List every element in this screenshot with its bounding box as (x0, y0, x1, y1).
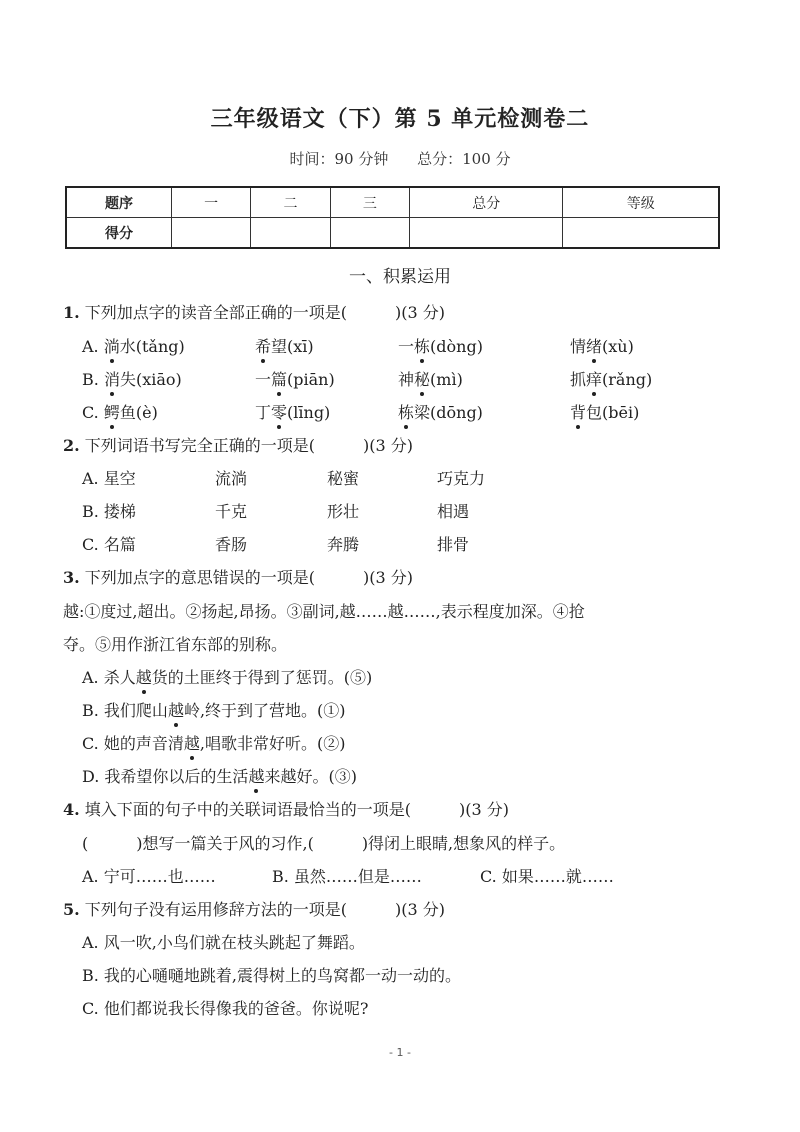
option-item: 排骨 (437, 535, 470, 554)
total-score: 总分：100 分 (417, 150, 511, 168)
question-3-definition-line-1: 越:①度过,超出。②扬起,昂扬。③副词,越……越……,表示程度加深。④抢 (63, 602, 585, 621)
option-item: 神秘(mì) (398, 370, 463, 389)
question-5-stem (63, 900, 445, 920)
option-item: 秘蜜 (327, 469, 360, 488)
option-item: 奔腾 (327, 535, 360, 554)
score-table-cell: 题序 (66, 187, 172, 218)
option-item: 背包(bēi) (570, 403, 640, 422)
option-item: B. 搂梯 (82, 502, 136, 521)
score-entry-cell[interactable] (563, 218, 719, 249)
option-item: 一篇(piān) (255, 370, 335, 389)
question-1-stem (63, 303, 445, 323)
option-item: 栋梁(dōng) (398, 403, 483, 422)
option-item: B. 我的心嗵嗵地跳着,震得树上的鸟窝都一动一动的。 (82, 966, 462, 985)
option-item: 相遇 (437, 502, 470, 521)
option-item: C. 他们都说我长得像我的爸爸。你说呢? (82, 999, 369, 1018)
option-item: A. 宁可……也…… (82, 867, 216, 886)
option-item: 流淌 (215, 469, 248, 488)
option-item: 形壮 (327, 502, 360, 521)
score-table-score-row (66, 218, 719, 249)
option-item: A. 风一吹,小鸟们就在枝头跳起了舞蹈。 (82, 933, 365, 952)
question-3-stem (63, 568, 413, 588)
option-item: 抓痒(rǎng) (570, 370, 653, 389)
score-entry-cell[interactable] (410, 218, 563, 249)
option-item: A. 星空 (82, 469, 136, 488)
page-number: - 1 - (389, 1046, 411, 1059)
option-item: C. 她的声音清越,唱歌非常好听。(②) (82, 734, 346, 753)
option-item: A. 淌水(tǎng) (82, 337, 185, 356)
score-table-cell: 一 (172, 187, 251, 218)
question-number: 3. (63, 568, 80, 587)
option-item: 巧克力 (437, 469, 486, 488)
score-table-header-row (66, 187, 719, 218)
question-text: 下列句子没有运用修辞方法的一项是( )(3 分) (84, 900, 446, 919)
question-2-stem (63, 436, 413, 456)
option-item: B. 我们爬山越岭,终于到了营地。(①) (82, 701, 346, 720)
option-item: B. 消失(xiāo) (82, 370, 182, 389)
score-entry-cell[interactable] (172, 218, 251, 249)
question-text: 下列词语书写完全正确的一项是( )(3 分) (84, 436, 414, 455)
option-item: 情绪(xù) (570, 337, 634, 356)
option-item: C. 名篇 (82, 535, 136, 554)
score-table (65, 186, 720, 249)
option-item: 一栋(dòng) (398, 337, 483, 356)
option-item: 千克 (215, 502, 248, 521)
question-number: 4. (63, 800, 80, 819)
question-number: 2. (63, 436, 80, 455)
score-entry-cell[interactable] (330, 218, 409, 249)
score-table-cell: 总分 (410, 187, 563, 218)
page-title: 三年级语文（下）第 5 单元检测卷二 (210, 106, 590, 132)
option-item: 希望(xī) (255, 337, 314, 356)
score-entry-cell[interactable] (251, 218, 330, 249)
option-item: 丁零(līng) (255, 403, 331, 422)
question-4-sentence: ( )想写一篇关于风的习作,( )得闭上眼睛,想象风的样子。 (82, 834, 566, 853)
option-item: C. 如果……就…… (480, 867, 614, 886)
section-title: 一、积累运用 (349, 267, 451, 287)
option-item: A. 杀人越货的土匪终于得到了惩罚。(⑤) (82, 668, 373, 687)
option-item: B. 虽然……但是…… (272, 867, 422, 886)
question-text: 填入下面的句子中的关联词语最恰当的一项是( )(3 分) (84, 800, 510, 819)
question-number: 1. (63, 303, 80, 322)
option-item: D. 我希望你以后的生活越来越好。(③) (82, 767, 357, 786)
question-4-stem (63, 800, 509, 820)
question-3-definition-line-2: 夺。⑤用作浙江省东部的别称。 (63, 635, 288, 654)
time-limit: 时间：90 分钟 (289, 150, 389, 168)
score-table-cell: 得分 (66, 218, 172, 249)
score-table-cell: 二 (251, 187, 330, 218)
option-item: C. 鳄鱼(è) (82, 403, 158, 422)
question-number: 5. (63, 900, 80, 919)
score-table-cell: 三 (330, 187, 409, 218)
exam-info (0, 148, 800, 169)
score-table-cell: 等级 (563, 187, 719, 218)
question-text: 下列加点字的意思错误的一项是( )(3 分) (84, 568, 414, 587)
question-text: 下列加点字的读音全部正确的一项是( )(3 分) (84, 303, 446, 322)
option-item: 香肠 (215, 535, 248, 554)
